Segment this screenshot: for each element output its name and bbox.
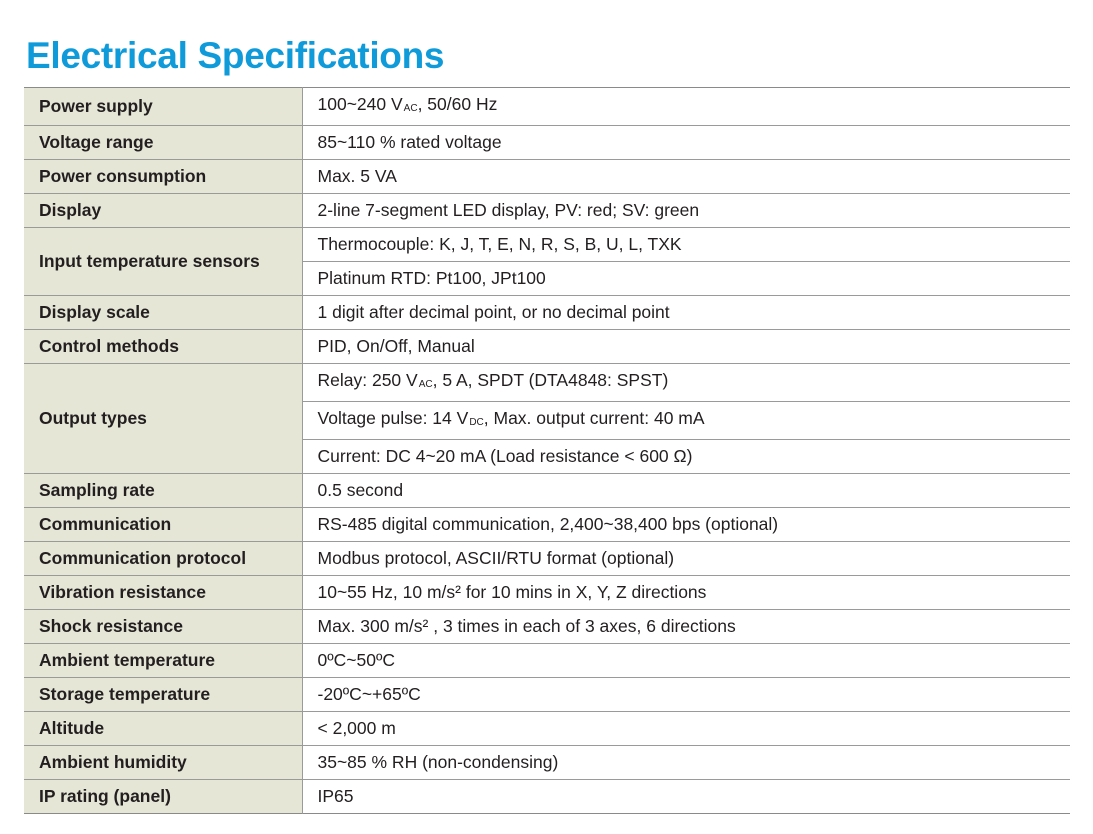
table-row <box>24 228 1070 262</box>
spec-value <box>302 126 1070 160</box>
specifications-table <box>24 87 1070 814</box>
spec-value <box>302 508 1070 542</box>
table-row <box>24 364 1070 402</box>
spec-value-text: Max. 5 VA <box>317 166 397 186</box>
spec-label: Ambient humidity <box>24 746 302 780</box>
table-row <box>24 576 1070 610</box>
table-row <box>24 644 1070 678</box>
spec-value-text: Current: DC 4~20 mA (Load resistance < 600 Ω) <box>317 446 693 466</box>
spec-label: Altitude <box>24 712 302 746</box>
table-row <box>24 712 1070 746</box>
spec-value <box>302 330 1070 364</box>
spec-label: IP rating (panel) <box>24 780 302 814</box>
spec-value <box>302 402 1070 440</box>
spec-value <box>302 474 1070 508</box>
table-row <box>24 160 1070 194</box>
spec-value <box>302 542 1070 576</box>
table-row <box>24 508 1070 542</box>
spec-value-text: 35~85 % RH (non-condensing) <box>317 752 559 772</box>
spec-label: Communication protocol <box>24 542 302 576</box>
spec-value <box>302 88 1070 126</box>
spec-value-text: Relay: 250 V <box>317 370 418 390</box>
spec-value-text: 0.5 second <box>317 480 404 500</box>
spec-label: Input temperature sensors <box>24 228 302 296</box>
spec-label: Power supply <box>24 88 302 126</box>
spec-value-text: Voltage pulse: 14 V <box>317 408 469 428</box>
spec-value <box>302 780 1070 814</box>
spec-value-text: Max. 300 m/s² , 3 times in each of 3 axes, 6 directions <box>317 616 736 636</box>
spec-label: Output types <box>24 364 302 474</box>
spec-label: Power consumption <box>24 160 302 194</box>
spec-label: Display scale <box>24 296 302 330</box>
spec-value <box>302 440 1070 474</box>
spec-value <box>302 364 1070 402</box>
spec-value-subscript: DC <box>469 417 484 428</box>
spec-value <box>302 610 1070 644</box>
table-row <box>24 296 1070 330</box>
spec-value-text: -20ºC~+65ºC <box>317 684 421 704</box>
spec-value-text: 100~240 V <box>317 94 403 114</box>
spec-label: Sampling rate <box>24 474 302 508</box>
table-row <box>24 780 1070 814</box>
spec-value-text: , 5 A, SPDT (DTA4848: SPST) <box>432 370 669 390</box>
spec-value <box>302 678 1070 712</box>
spec-value <box>302 644 1070 678</box>
spec-value <box>302 194 1070 228</box>
spec-label: Display <box>24 194 302 228</box>
spec-value-text: 1 digit after decimal point, or no decimal point <box>317 302 670 322</box>
table-row <box>24 746 1070 780</box>
spec-value-subscript: AC <box>418 379 433 390</box>
spec-value <box>302 262 1070 296</box>
table-row <box>24 330 1070 364</box>
spec-value <box>302 746 1070 780</box>
table-row <box>24 542 1070 576</box>
spec-value-text: , 50/60 Hz <box>417 94 498 114</box>
spec-value <box>302 296 1070 330</box>
page-title: Electrical Specifications <box>26 35 445 76</box>
spec-value-text: < 2,000 m <box>317 718 396 738</box>
spec-label: Vibration resistance <box>24 576 302 610</box>
spec-value-text: , Max. output current: 40 mA <box>483 408 705 428</box>
spec-value <box>302 712 1070 746</box>
spec-value-text: 10~55 Hz, 10 m/s² for 10 mins in X, Y, Z directions <box>317 582 707 602</box>
spec-value-text: RS-485 digital communication, 2,400~38,400 bps (optional) <box>317 514 779 534</box>
spec-value <box>302 160 1070 194</box>
table-row <box>24 126 1070 160</box>
table-row <box>24 610 1070 644</box>
spec-value-text: IP65 <box>317 786 354 806</box>
spec-label: Storage temperature <box>24 678 302 712</box>
spec-label: Voltage range <box>24 126 302 160</box>
table-row <box>24 474 1070 508</box>
spec-label: Shock resistance <box>24 610 302 644</box>
spec-value-text: Modbus protocol, ASCII/RTU format (optional) <box>317 548 675 568</box>
spec-value-text: PID, On/Off, Manual <box>317 336 475 356</box>
spec-value-text: 85~110 % rated voltage <box>317 132 502 152</box>
spec-label: Control methods <box>24 330 302 364</box>
spec-label: Communication <box>24 508 302 542</box>
spec-value-text: 0ºC~50ºC <box>317 650 395 670</box>
spec-value-text: Thermocouple: K, J, T, E, N, R, S, B, U, L, TXK <box>317 234 682 254</box>
spec-value <box>302 576 1070 610</box>
spec-value-text: 2-line 7-segment LED display, PV: red; SV: green <box>317 200 700 220</box>
spec-value-text: Platinum RTD: Pt100, JPt100 <box>317 268 546 288</box>
spec-value-subscript: AC <box>403 103 418 114</box>
table-row <box>24 88 1070 126</box>
spec-value <box>302 228 1070 262</box>
table-row <box>24 678 1070 712</box>
spec-label: Ambient temperature <box>24 644 302 678</box>
table-row <box>24 194 1070 228</box>
